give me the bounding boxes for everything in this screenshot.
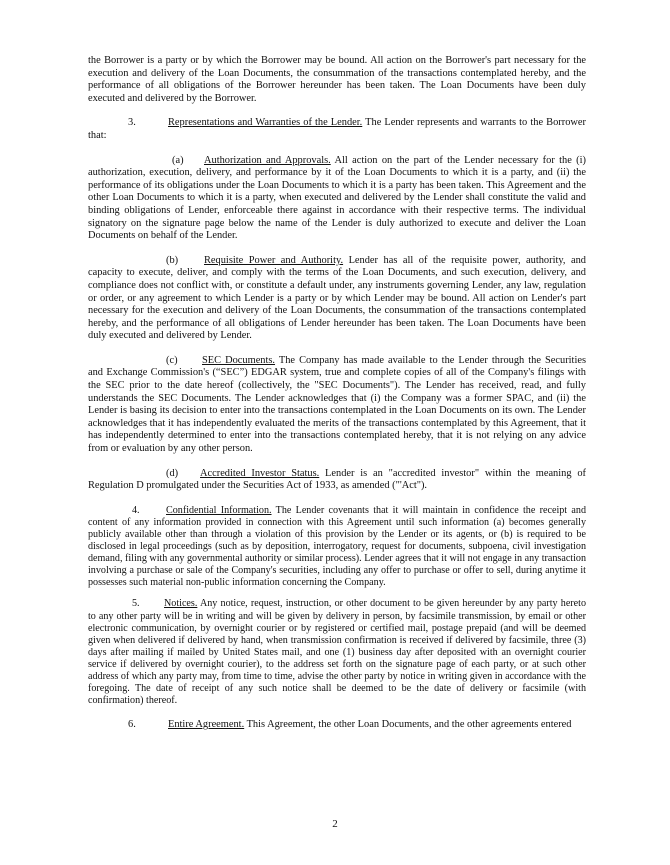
section-3c-heading: SEC Documents. bbox=[202, 354, 276, 366]
section-3c bbox=[88, 355, 586, 456]
section-3a-number: (a) bbox=[172, 154, 184, 166]
section-5-heading: Notices. bbox=[164, 598, 198, 610]
section-3d-number: (d) bbox=[166, 467, 179, 479]
section-5-text: Any notice, request, instruction, or other document to be given hereunder by any party hereto to any other party will be in writing and will be given by delivery in person, by facsimile transmission, by email or other electronic communication, by overnight courier or by registered or certified mail, postage prepaid (and will be deemed given when delivered if delivered by hand, when transmission confirmation is received if delivered by facsimile, three (3) days after mailing if mailed by United States mail, and one (1) business day after deposited with an overnight courier service if delivered by overnight courier), to the address set forth on the signature page of each party, or at such other address of which any party may, from time to time, advise the other party by notice in writing given in accordance with the foregoing. The date of receipt of any such notice shall be deemed to be the date of delivery or facsimile (with confirmation) thereof. bbox=[88, 598, 586, 707]
section-3-number: 3. bbox=[128, 117, 136, 129]
section-3a bbox=[88, 155, 586, 243]
section-3d-text: Lender is an "accredited investor" within the meaning of Regulation D promulgated under the Securities Act of 1933, as amended ("'Act"). bbox=[88, 467, 586, 492]
section-6-text: This Agreement, the other Loan Documents, and the other agreements entered bbox=[244, 719, 572, 731]
section-3-text: The Lender represents and warrants to the Borrower that: bbox=[88, 117, 586, 141]
section-3b bbox=[88, 255, 586, 343]
section-4 bbox=[88, 505, 586, 590]
section-4-number: 4. bbox=[132, 504, 140, 516]
section-3-heading: Representations and Warranties of the Lender. bbox=[168, 117, 363, 129]
section-4-text: The Lender covenants that it will maintain in confidence the receipt and content of any information provided in connection with this Agreement until such information (a) becomes generally publicly available other than through a violation of this provision by the Lender or its agents, or (b) is required to be disclosed in legal proceedings (such as by deposition, interrogatory, request for documents, subpoena, civil investigation demand, filing with any governmental authority or similar process). Lender agrees that it will not engage in any transaction involving a purchase or sale of the Company's securities, including any offer to purchase or offer to sell, during anytime it possesses such material non-public information concerning the Company. bbox=[88, 504, 586, 589]
document-body bbox=[88, 55, 586, 732]
section-3b-number: (b) bbox=[166, 254, 179, 266]
section-4-heading: Confidential Information. bbox=[166, 504, 272, 516]
section-3c-number: (c) bbox=[166, 354, 178, 366]
section-6-heading: Entire Agreement. bbox=[168, 719, 245, 731]
section-3c-text: The Company has made available to the Lender through the Securities and Exchange Commission's (“SEC”) EDGAR system, true and complete copies of all of the Company's filings with the SEC prior to the date hereof (collectively, the "SEC Documents"). The Lender has received, read, and fully understands the SEC Documents. The Lender acknowledges that (i) the Company was a former SPAC, and (ii) the Lender is basing its decision to enter into the transactions contemplated in the Loan Documents on its own. The Lender acknowledges that it has independently evaluated the merits of the transactions contemplated by this Agreement, that it has independently determined to enter into the transactions contemplated hereby, that it is not relying on any advice from or evaluation by any other person. bbox=[88, 354, 586, 455]
section-3b-text: Lender has all of the requisite power, authority, and capacity to execute, deliver, and comply with the terms of the Loan Documents, and such execution, delivery, and compliance does not conflict with, or constitute a default under, any instruments governing Lender, any law, regulation or order, or any agreement to which Lender is a party or by which Lender may be bound. All action on Lender's part necessary for the execution and delivery of the Loan Documents, the consummation of the transactions contemplated hereby, and the performance of all obligations of Lender hereunder has been taken. The Loan Documents have been duly executed and delivered by Lender. bbox=[88, 254, 586, 342]
intro-paragraph: the Borrower is a party or by which the Borrower may be bound. All action on the Borrower's part necessary for the execution and delivery of the Loan Documents, the consummation of the transactions contemplated hereby, and the performance of all obligations of the Borrower hereunder has been taken. The Loan Documents have been duly executed and delivered by the Borrower. bbox=[88, 55, 586, 104]
section-3b-heading: Requisite Power and Authority. bbox=[204, 254, 344, 266]
section-3 bbox=[88, 117, 586, 142]
section-3a-heading: Authorization and Approvals. bbox=[204, 154, 331, 166]
section-5 bbox=[88, 598, 586, 707]
section-6-number: 6. bbox=[128, 719, 136, 731]
section-6 bbox=[88, 719, 586, 732]
section-3d-heading: Accredited Investor Status. bbox=[200, 467, 320, 479]
section-5-number: 5. bbox=[132, 598, 140, 610]
section-3d bbox=[88, 468, 586, 493]
page-number: 2 bbox=[332, 818, 338, 830]
section-3a-text: All action on the part of the Lender necessary for the (i) authorization, execution, delivery, and performance by it of the Loan Documents to which it is a party, and (ii) the performance of its obligations under the Loan Documents to which it is a party has been taken. This Agreement and the other Loan Documents to which it is a party, when executed and delivered by the Lender shall constitute the valid and binding obligations of Lender, enforceable there against in accordance with their respective terms. The individual signatory on the signature page below the name of the Lender is duly authorized to execute and deliver the Loan Documents on behalf of the Lender. bbox=[88, 154, 586, 242]
